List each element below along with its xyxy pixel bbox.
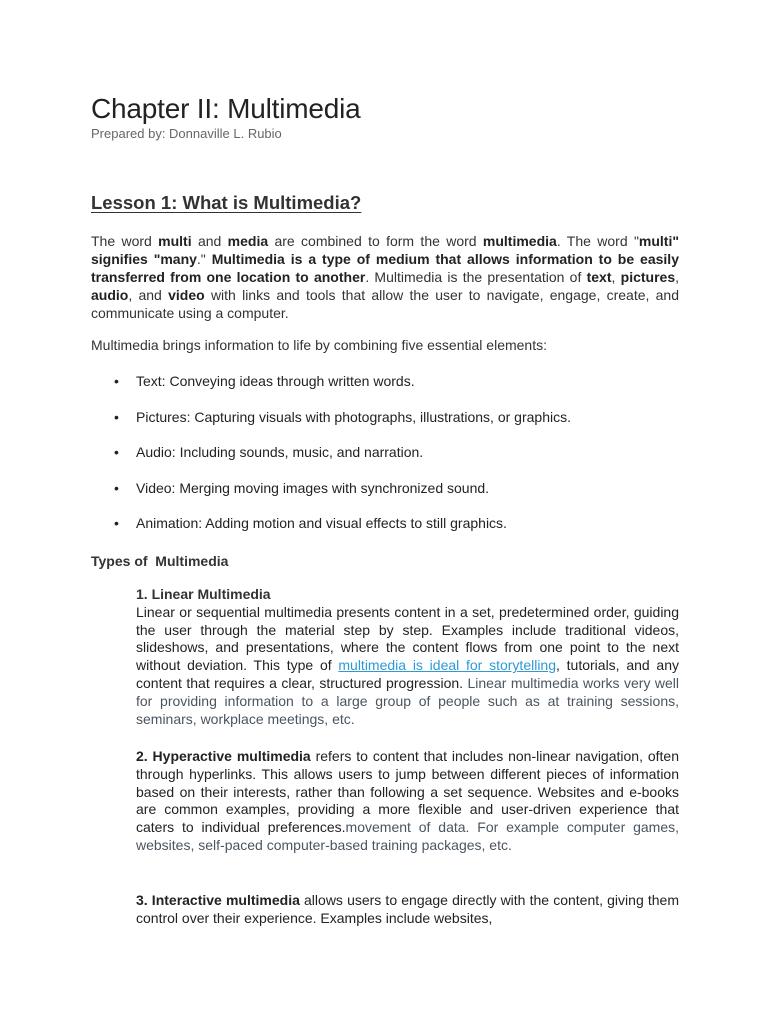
hyperactive-multimedia-section: 2. Hyperactive multimedia refers to content that includes non-linear navigation, often through hyperlinks. This allows users to jump between different pieces of information based on their interests, rather than following a set sequence. Websites and e-books are common examples, providing a more flexible and user-driven experience that caters to individual preferences.movement of data. For example computer games, websites, self-paced computer-based training packages, etc. [136,748,679,853]
author-line: Prepared by: Donnaville L. Rubio [91,126,282,141]
elements-list [91,372,736,550]
list-item: • Animation: Adding motion and visual effects to still graphics. [136,514,736,550]
hyperactive-multimedia-label: 2. Hyperactive multimedia [136,748,311,764]
interactive-multimedia-label: 3. Interactive multimedia [136,892,300,908]
intro-paragraph: The word multi and media are combined to form the word multimedia. The word "multi" signifies "many." Multimedia is a type of medium that allows information to be easily transferred from one location to another. Multimedia is the presentation of text, pictures, audio, and video with links and tools that allow the user to navigate, engage, create, and communicate using a computer. [91,233,680,321]
page-title: Chapter II: Multimedia [91,93,361,124]
storytelling-link[interactable]: multimedia is ideal for storytelling [338,657,557,674]
lesson-heading: Lesson 1: What is Multimedia? [91,192,362,213]
linear-multimedia-heading: 1. Linear Multimedia [136,586,271,602]
linear-multimedia-section: 1. Linear Multimedia Linear or sequential multimedia presents content in a set, predetermined order, guiding the user through the material step by step. Examples include traditional videos, slideshows, and presentations, where the content flows from one point to the next without deviation. This type of multimedia is ideal for storytelling, tutorials, and any content that requires a clear, structured progression. Linear multimedia works very well for providing information to a large group of people such as at training sessions, seminars, workplace meetings, etc. [136,586,679,727]
list-item: • Text: Conveying ideas through written words. [136,372,736,408]
list-item: • Pictures: Capturing visuals with photographs, illustrations, or graphics. [136,408,736,444]
elements-intro: Multimedia brings information to life by combining five essential elements: [91,337,547,353]
types-heading: Types of Multimedia [91,553,229,569]
list-item: • Audio: Including sounds, music, and narration. [136,443,736,479]
list-item: • Video: Merging moving images with synchronized sound. [136,479,736,515]
interactive-multimedia-section: 3. Interactive multimedia allows users to engage directly with the content, giving them control over their experience. Examples include websites, [136,892,679,926]
